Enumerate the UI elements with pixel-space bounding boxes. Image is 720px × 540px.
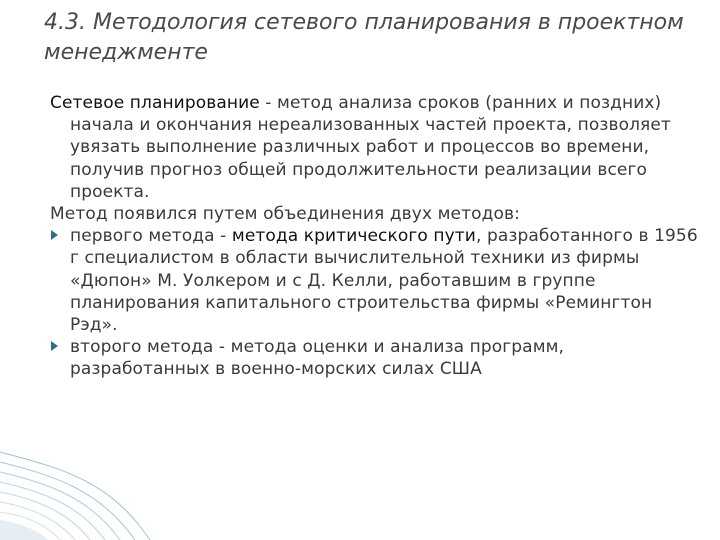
intro-paragraph: Метод появился путем объединения двух методов: [50, 204, 520, 225]
triangle-bullet-icon [51, 230, 58, 240]
list-item [50, 336, 700, 380]
bullet-text: , разработанного в 1956 г специалистом в области вычислительной техники из фирмы «Дюпон» М. Уолкером и с Д. Келли, работавшим в группе планирования капитального строительства фирмы «Ремингтон Рэд». [70, 226, 698, 336]
slide-title: 4.3. Методология сетевого планирования в проектном менеджменте [44, 10, 684, 65]
definition-text: - метод анализа сроков (ранних и поздних) начала и окончания нереализованных частей проекта, позволяет увязать выполнение различных работ и процессов во времени, получив прогноз общей продолжительности реализации всего проекта. [70, 93, 671, 202]
definition-term: Сетевое планирование [50, 93, 260, 113]
bullet-prefix: первого метода - [70, 226, 232, 247]
definition-paragraph [50, 92, 700, 203]
slide-body [50, 92, 700, 381]
bullet-term: метода критического пути [231, 226, 476, 247]
triangle-bullet-icon [51, 341, 58, 351]
list-item [50, 225, 700, 336]
methods-list [50, 225, 700, 380]
bullet-text: второго метода - метода оценки и анализа программ, разработанных в военно-морских силах США [70, 337, 565, 380]
